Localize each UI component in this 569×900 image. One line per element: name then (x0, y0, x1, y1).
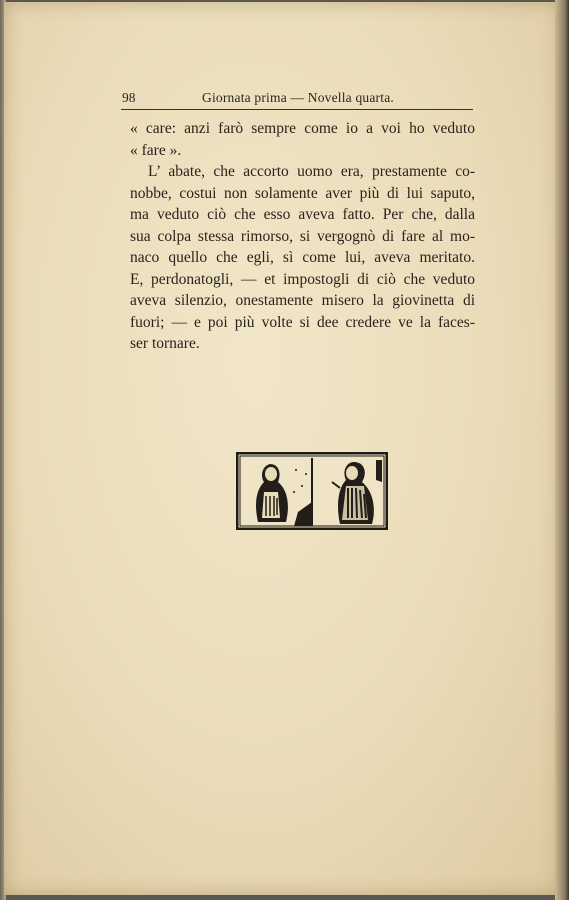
text-line: E, perdonatogli, — et impostogli di ciò che veduto (130, 270, 475, 288)
text-line: L’ abate, che accorto uomo era, prestamente co- (148, 163, 475, 180)
header-rule (121, 109, 473, 110)
page-number: 98 (122, 90, 136, 105)
text-line: aveva silenzio, onestamente misero la giovinetta di (130, 292, 475, 309)
text-line: sua colpa stessa rimorso, si vergognò di fare al mo- (130, 227, 475, 245)
text-line: ser tornare. (130, 335, 200, 352)
page-edge (555, 0, 569, 900)
text-line: « fare ». (130, 141, 182, 159)
running-title: Giornata prima — Novella quarta. (202, 90, 394, 105)
page-header (120, 90, 475, 110)
text-line: nobbe, costui non solamente aver più di lui saputo, (130, 184, 475, 202)
text-line: naco quello che egli, sì come lui, aveva meritato. (130, 249, 475, 266)
body-text (130, 118, 475, 355)
text-line: fuori; — e poi più volte si dee credere ve la faces- (130, 313, 475, 331)
text-line: ma veduto ciò che esso aveva fatto. Per che, dalla (130, 206, 475, 223)
woodcut-two-monks-icon (236, 452, 388, 530)
text-line: « care: anzi farò sempre come io a voi ho veduto (130, 120, 475, 137)
